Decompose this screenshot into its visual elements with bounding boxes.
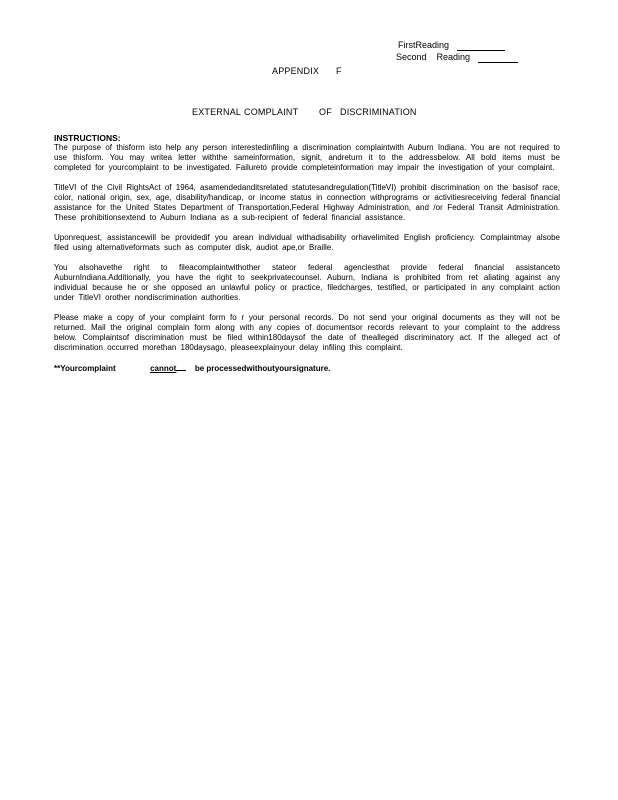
signature-emphasis: cannot <box>150 364 177 373</box>
appendix-word: APPENDIX <box>272 66 320 76</box>
title-word-4: DISCRIMINATION <box>340 107 417 117</box>
instructions-paragraph-2: TitleVI of the Civil RightsAct of 1964, asamendedanditsrelated statutesandregulation(TitleVI) prohibit discrimination on the basisof race, color, national origin, sex, age, disability/handicap, or income status in connection withprograms or activitiesreceiving federal financial assistance for the United States Department of Transportation,Federal Highway Administration, and /or Federal Transit Administration. These prohibitionsextend to Auburn Indiana as a sub-recipient of federal financial assistance. <box>54 183 560 222</box>
instructions-paragraph-3: Uponrequest, assistancewill be providedif you arean individual withadisability orhavelimited English proficiency. Complaintmay alsobe filed using alternativeformats such as computer disk, audiot ape,or Braille. <box>54 233 560 252</box>
title-word-1: EXTERNAL <box>192 107 242 117</box>
signature-suffix: be processedwithoutyoursignature. <box>194 364 331 373</box>
first-reading-label: FirstReading <box>398 40 450 50</box>
first-reading-field <box>398 40 505 51</box>
instructions-section <box>54 133 560 374</box>
instructions-heading: INSTRUCTIONS: <box>54 133 121 143</box>
appendix-letter: F <box>336 66 342 76</box>
second-reading-line[interactable] <box>478 53 518 63</box>
instructions-paragraph-1: The purpose of thisform isto help any person interestedinfiling a discrimination complaintwith Auburn Indiana. You are not required to use thisform. You may writea letter withthe sameinformation, signit, andreturn it to the addressbelow. All bold items must be completed for yourcomplaint to be investigated. Failureto provide completeinformation may impair the investigation of your complaint. <box>54 143 560 172</box>
signature-prefix: **Yourcomplaint <box>54 364 116 373</box>
instructions-paragraph-5: Please make a copy of your complaint form fo r your personal records. Do not send your original documents as they will not be returned. Mail the original complain form along with any copies of documentsor records relevant to your complaint to the address below. Complaintsof discrimination must be filed within180daysof the date of thealleged discriminatory act. If the alleged act of discrimination occurred morethan 180daysago, pleaseexplainyour delay infiling this complaint. <box>54 313 560 352</box>
second-reading-label: Second Reading <box>396 52 471 62</box>
second-reading-field <box>396 52 518 63</box>
signature-notice <box>54 363 560 374</box>
title-word-2: COMPLAINT <box>244 107 299 117</box>
title-word-3: OF <box>319 107 332 117</box>
instructions-paragraph-4: You alsohavethe right to fileacomplaintwithother stateor federal agenciesthat provide federal financial assistanceto AuburnIndiana.Additionally, you have the right to seekprivatecounsel. Auburn, Indiana is prohibited from ret aliating against any individual because he or she opposed an unlawful policy or practice, filedcharges, testified, or participated in any complaint action under TitleVI orother nondiscrimination authorities. <box>54 263 560 302</box>
first-reading-line[interactable] <box>457 41 505 51</box>
